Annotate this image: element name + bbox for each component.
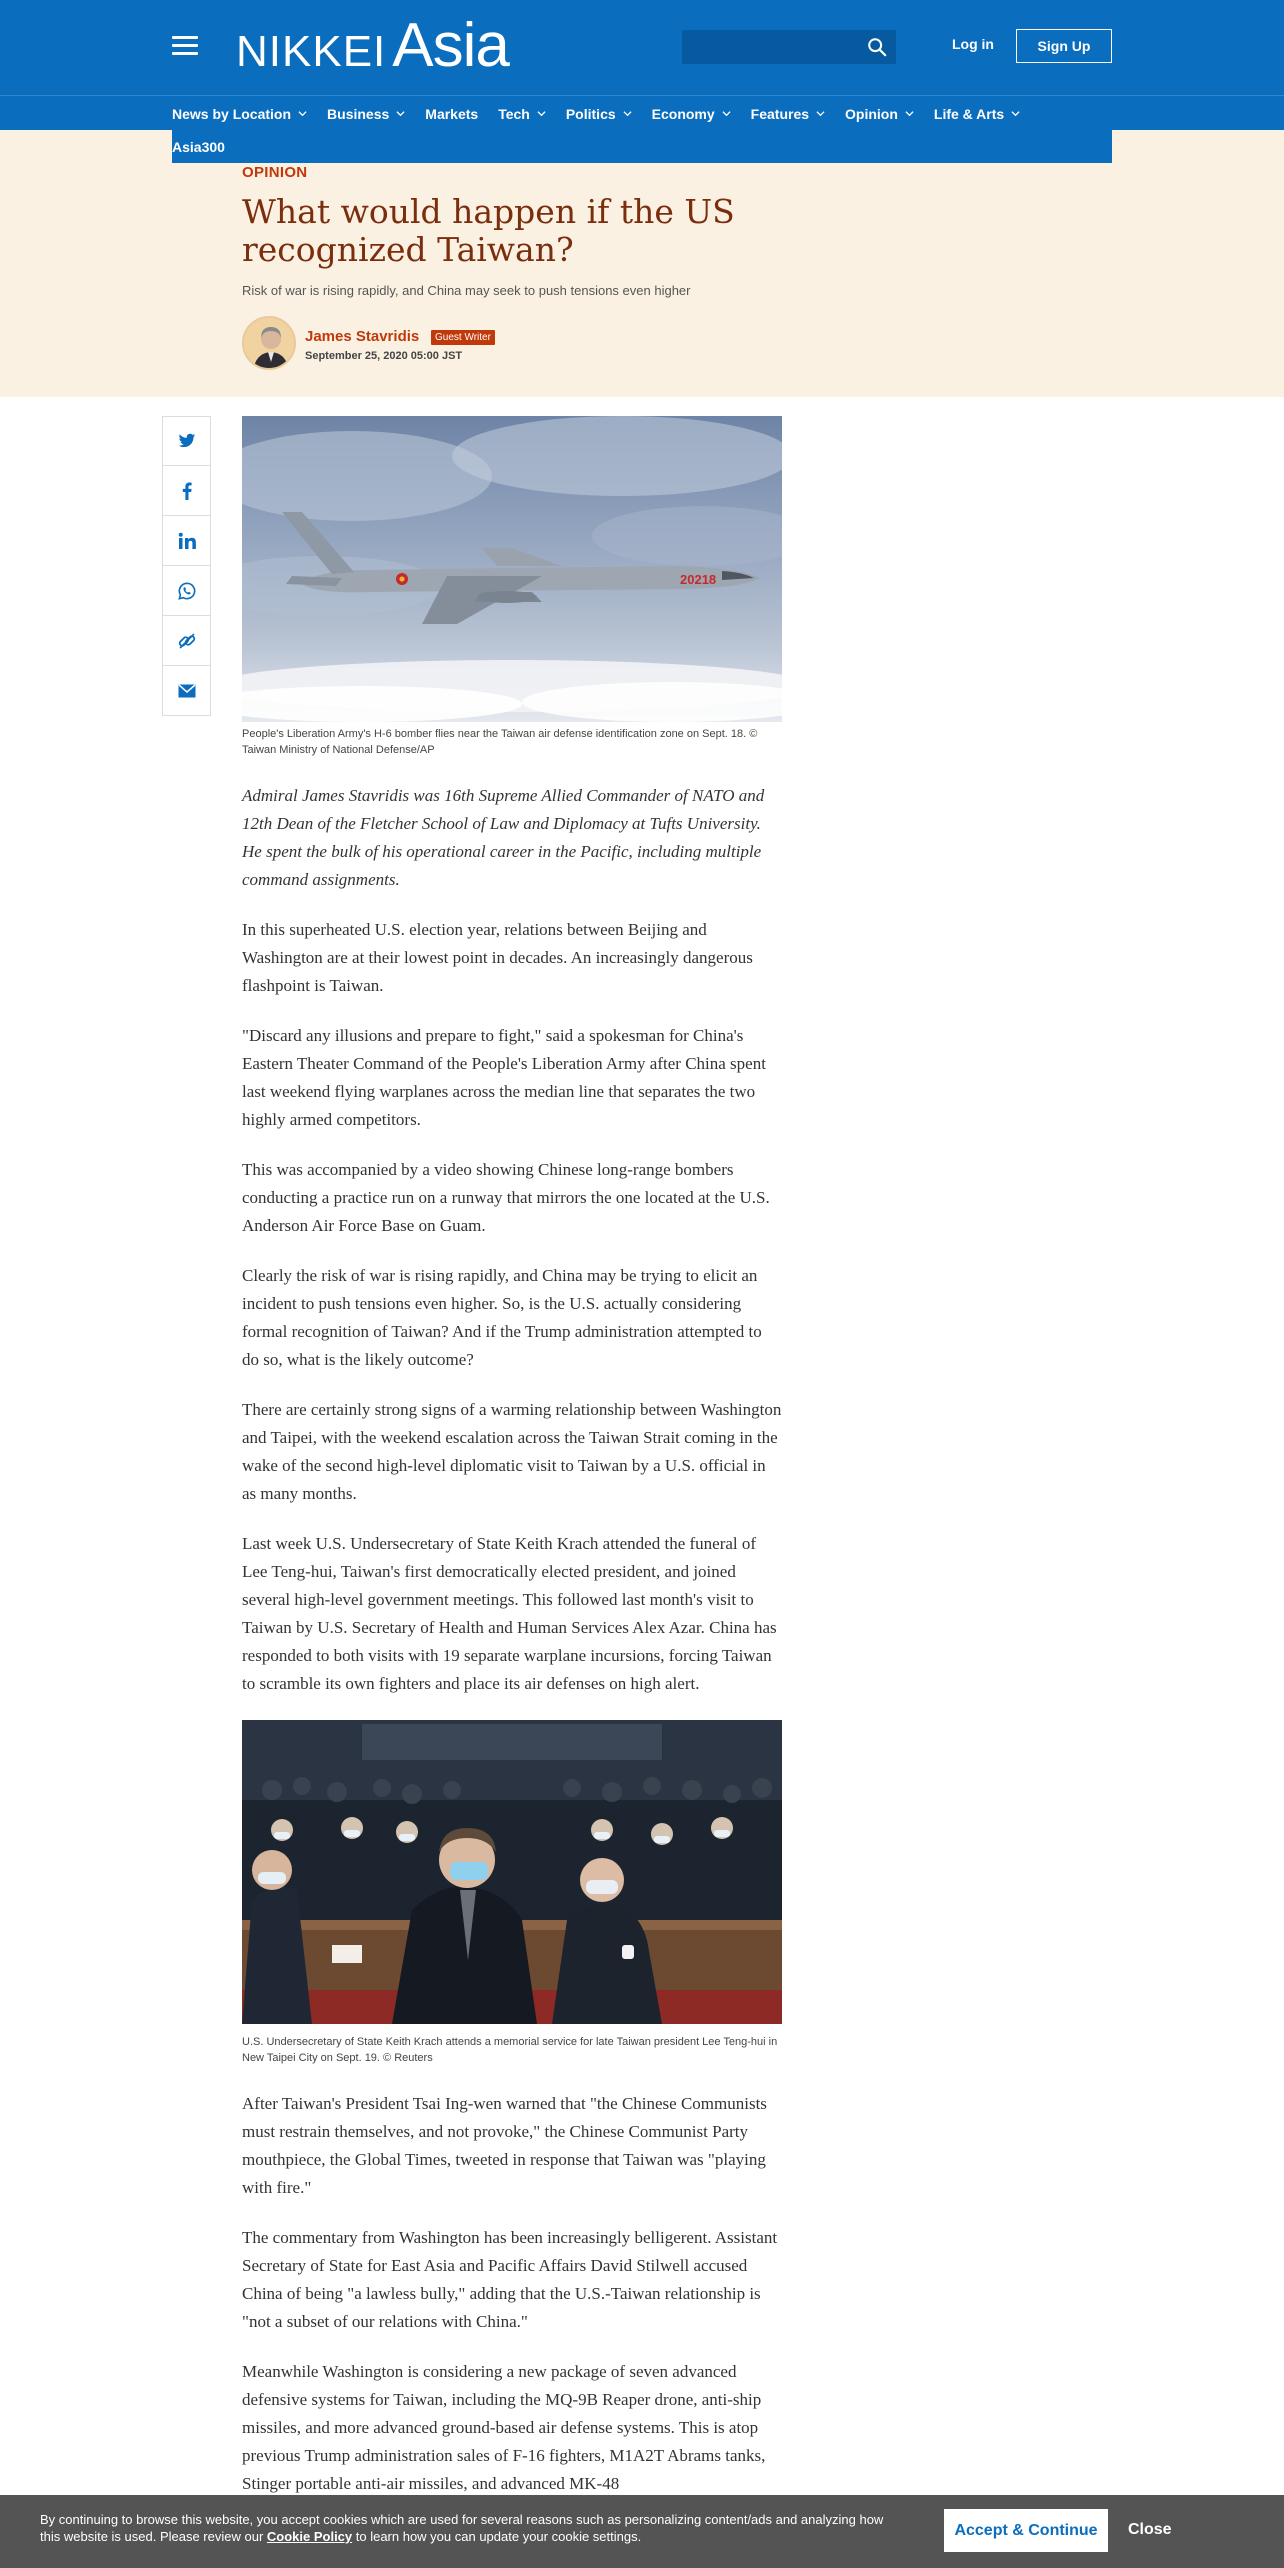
article-headline: What would happen if the US recognized Taiwan? bbox=[242, 192, 735, 269]
paragraph: The commentary from Washington has been increasingly belligerent. Assistant Secretary of State for East Asia and Pacific Affairs David Stilwell accused China of being "a lawless bully," adding that the U.S.-Taiwan relationship is "not a subset of our relations with China." bbox=[242, 2228, 778, 2331]
cookie-banner bbox=[0, 2495, 1284, 2568]
nav-item-markets[interactable] bbox=[425, 106, 478, 122]
chevron-down-icon bbox=[816, 109, 825, 118]
share-whatsapp-button[interactable] bbox=[162, 566, 211, 616]
paragraph: Last week U.S. Undersecretary of State Keith Krach attended the funeral of Lee Teng-hui, Taiwan's first democratically elected president, and joined several high-level government meetings. This followed last month's visit to Taiwan by U.S. Secretary of Health and Human Services Alex Azar. China has responded to both visits with 19 separate warplane incursions, forcing Taiwan to scramble its own fighters and place its air defenses on high alert. bbox=[242, 1534, 777, 1693]
search-input[interactable] bbox=[682, 30, 852, 64]
nav-list bbox=[172, 96, 1040, 131]
article-body-1 bbox=[242, 782, 782, 1698]
secondary-nav bbox=[172, 130, 1112, 163]
nav-item-opinion[interactable] bbox=[845, 106, 914, 122]
nav-item-label: Politics bbox=[565, 105, 616, 122]
nav-item-life-arts[interactable] bbox=[934, 106, 1020, 122]
signup-button[interactable]: Sign Up bbox=[1016, 29, 1112, 63]
site-header bbox=[0, 0, 1284, 95]
section-label[interactable]: OPINION bbox=[242, 164, 308, 181]
login-link[interactable]: Log in bbox=[952, 36, 994, 52]
copy-link-icon bbox=[177, 631, 197, 651]
main-nav bbox=[0, 95, 1284, 130]
chevron-down-icon bbox=[298, 109, 307, 118]
nav-item-label: News by Location bbox=[172, 105, 292, 122]
share-copy-link-button[interactable] bbox=[162, 616, 211, 666]
author-avatar[interactable] bbox=[242, 316, 296, 370]
paragraph: "Discard any illusions and prepare to fight," said a spokesman for China's Eastern Theater Command of the People's Liberation Army after China spent last weekend flying warplanes across the median line that separates the two highly armed competitors. bbox=[242, 1026, 766, 1129]
twitter-icon bbox=[178, 433, 196, 449]
nav-item-tech[interactable] bbox=[498, 106, 546, 122]
image-caption-2: U.S. Undersecretary of State Keith Krach attends a memorial service for late Taiwan president Lee Teng-hui in New Taipei City on Sept. 19. © Reuters bbox=[242, 2036, 778, 2064]
paragraph: Clearly the risk of war is rising rapidly, and China may be trying to elicit an incident to push tensions even higher. So, is the U.S. actually considering formal recognition of Taiwan? And if the Trump administration attempted to do so, what is the likely outcome? bbox=[242, 1266, 762, 1369]
share-facebook-button[interactable] bbox=[162, 466, 211, 516]
cookie-policy-link[interactable]: Cookie Policy bbox=[266, 2529, 353, 2544]
cookie-text bbox=[40, 2511, 900, 2545]
nav-item-features[interactable] bbox=[751, 106, 825, 122]
nav-item-business[interactable] bbox=[327, 106, 405, 122]
chevron-down-icon bbox=[396, 109, 405, 118]
article-dek: Risk of war is rising rapidly, and China may seek to push tensions even higher bbox=[242, 283, 691, 298]
search-icon[interactable] bbox=[866, 36, 888, 58]
share-email-button[interactable] bbox=[162, 666, 211, 716]
nav-item-label: Opinion bbox=[845, 105, 898, 122]
cookie-text-tail: to learn how you can update your cookie settings. bbox=[352, 2529, 642, 2544]
author-bio-intro: Admiral James Stavridis was 16th Supreme Allied Commander of NATO and 12th Dean of the Fletcher School of Law and Diplomacy at Tufts University. He spent the bulk of his operational career in the Pacific, including multiple command assignments. bbox=[242, 786, 765, 889]
accept-cookies-button[interactable]: Accept & Continue bbox=[944, 2509, 1108, 2552]
paragraph: After Taiwan's President Tsai Ing-wen warned that "the Chinese Communists must restrain themselves, and not provoke," the Chinese Communist Party mouthpiece, the Global Times, tweeted in response that Taiwan was "playing with fire." bbox=[242, 2094, 767, 2197]
email-icon bbox=[178, 684, 196, 698]
paragraph: Meanwhile Washington is considering a new package of seven advanced defensive systems for Taiwan, including the MQ-9B Reaper drone, anti-ship missiles, and more advanced ground-based air defense systems. This is atop previous Trump administration sales of F-16 fighters, M1A2T Abrams tanks, Stinger portable anti-air missiles, and advanced MK-48 bbox=[242, 2362, 766, 2493]
nav-item-politics[interactable] bbox=[566, 106, 632, 122]
whatsapp-icon bbox=[178, 582, 196, 600]
facebook-icon bbox=[182, 482, 192, 500]
author-name[interactable]: James Stavridis bbox=[305, 328, 420, 345]
cookie-text-body: By continuing to browse this website, you accept cookies which are used for several reasons such as personalizing content/ads and analyzing how this website is used. Please review our bbox=[40, 2512, 884, 2544]
linkedin-icon bbox=[178, 532, 196, 550]
paragraph: In this superheated U.S. election year, relations between Beijing and Washington are at their lowest point in decades. An increasingly dangerous flashpoint is Taiwan. bbox=[242, 920, 753, 995]
site-logo[interactable] bbox=[236, 11, 509, 80]
chevron-down-icon bbox=[623, 109, 632, 118]
nav-item-label: Tech bbox=[498, 105, 530, 122]
chevron-down-icon bbox=[722, 109, 731, 118]
logo-asia: Asia bbox=[392, 11, 509, 80]
share-linkedin-button[interactable] bbox=[162, 516, 211, 566]
chevron-down-icon bbox=[1011, 109, 1020, 118]
publish-date: September 25, 2020 05:00 JST bbox=[305, 350, 463, 362]
nav-item-news-by-location[interactable] bbox=[172, 106, 307, 122]
logo-nikkei: NIKKEI bbox=[236, 27, 387, 76]
aircraft-marking: 20218 bbox=[680, 572, 717, 587]
menu-icon[interactable] bbox=[172, 36, 198, 56]
nav-item-label: Markets bbox=[425, 105, 479, 122]
nav-item-economy[interactable] bbox=[652, 106, 731, 122]
article-body-2 bbox=[242, 2090, 782, 2498]
nav-item-label: Features bbox=[750, 105, 810, 122]
article-image-bomber bbox=[242, 416, 782, 722]
paragraph: This was accompanied by a video showing Chinese long-range bombers conducting a practice run on a runway that mirrors the one located at the U.S. Anderson Air Force Base on Guam. bbox=[242, 1160, 770, 1235]
nav-item-asia300[interactable]: Asia300 bbox=[172, 139, 225, 155]
article-image-memorial bbox=[242, 1720, 782, 2024]
nav-item-label: Life & Arts bbox=[933, 105, 1005, 122]
close-cookie-banner-button[interactable]: Close bbox=[1128, 2521, 1172, 2538]
chevron-down-icon bbox=[905, 109, 914, 118]
search-box bbox=[682, 30, 896, 64]
image-caption-1: People's Liberation Army's H-6 bomber flies near the Taiwan air defense identification zone on Sept. 18. © Taiwan Ministry of National Defense/AP bbox=[242, 728, 758, 756]
share-twitter-button[interactable] bbox=[162, 416, 211, 466]
nav-item-label: Business bbox=[327, 105, 390, 122]
paragraph: There are certainly strong signs of a warming relationship between Washington and Taipei, with the weekend escalation across the Taiwan Strait coming in the wake of the second high-level diplomatic visit to Taiwan by a U.S. official in as many months. bbox=[242, 1400, 782, 1503]
share-rail bbox=[162, 416, 211, 716]
nav-item-label: Economy bbox=[651, 105, 715, 122]
chevron-down-icon bbox=[537, 109, 546, 118]
guest-writer-badge: Guest Writer bbox=[431, 330, 495, 345]
